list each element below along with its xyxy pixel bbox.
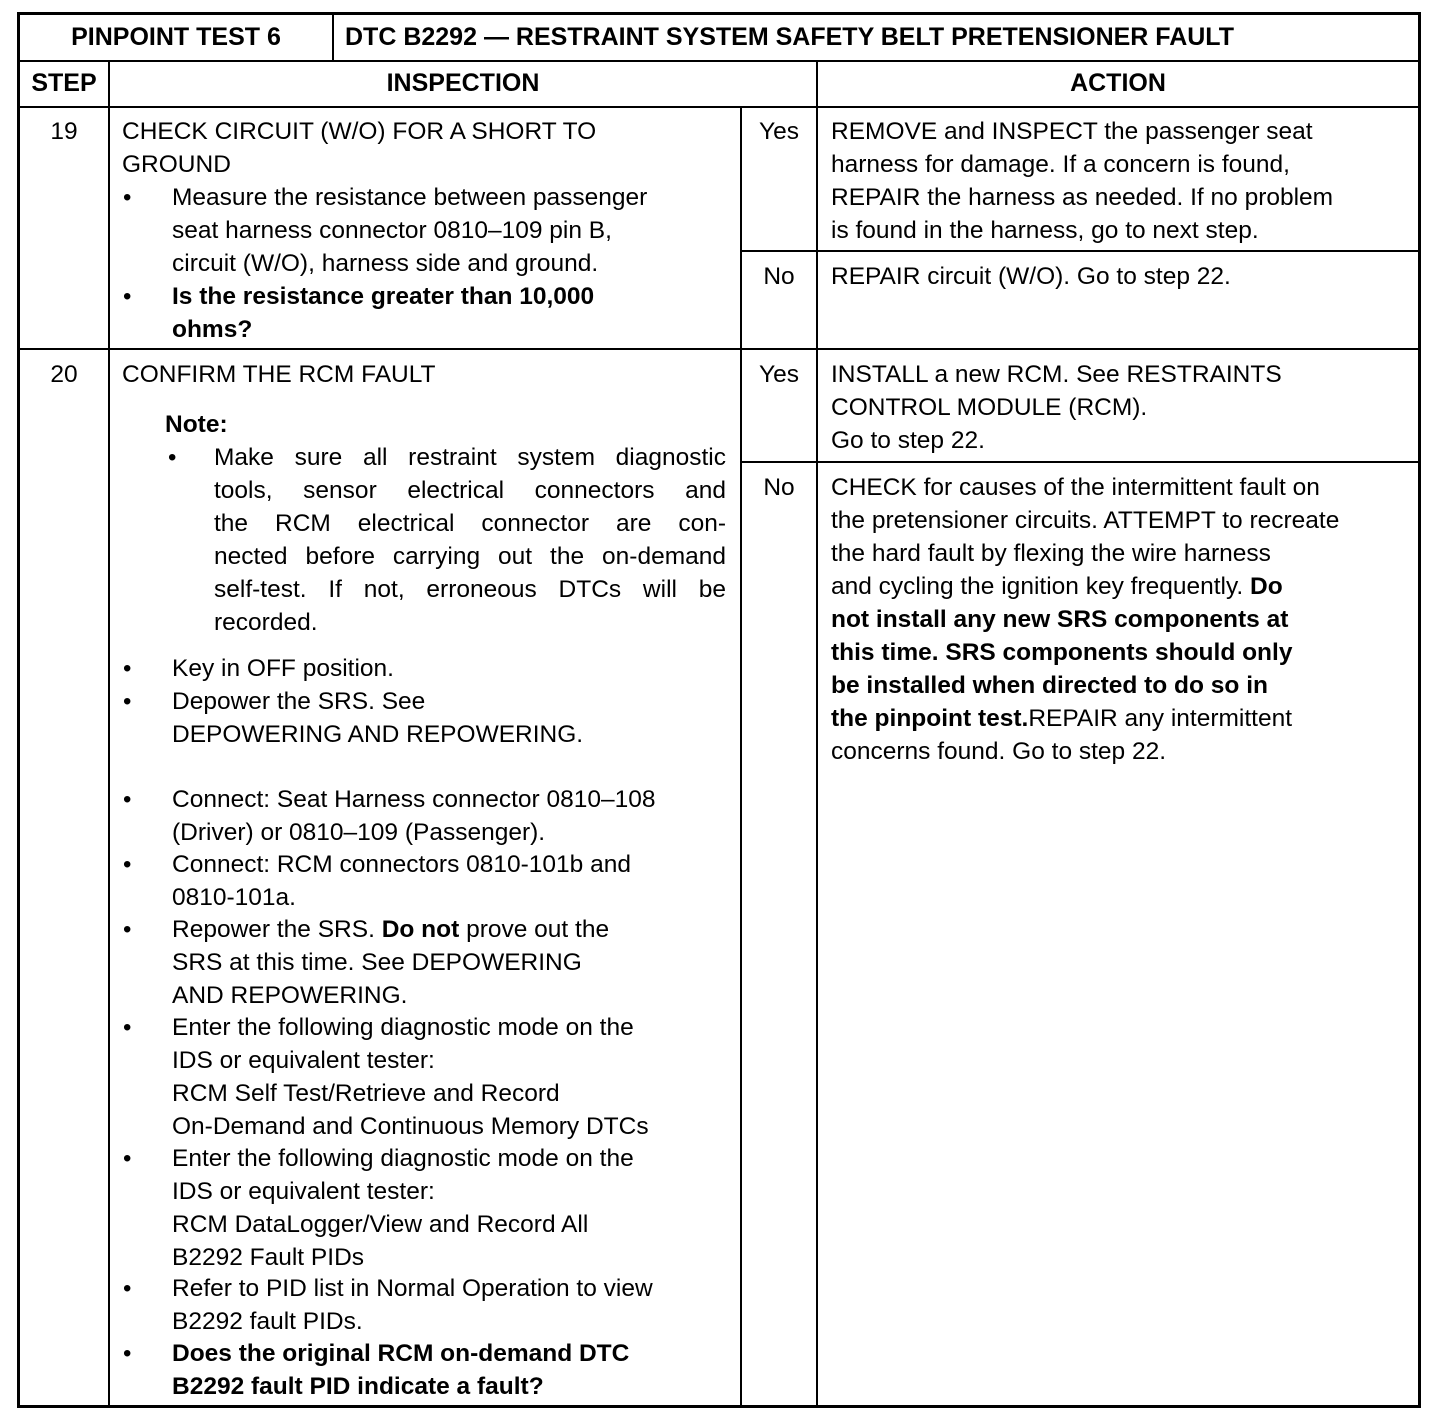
step19-bullet-1: •: [123, 184, 132, 211]
test-label: PINPOINT TEST 6: [71, 23, 281, 51]
column-header-inspection: INSPECTION: [386, 69, 540, 97]
step20-bullet-3: •: [123, 786, 132, 813]
step20-bullet-6: •: [123, 1014, 132, 1041]
step19-question: Is the resistance greater than 10,000 ohms?: [172, 283, 595, 343]
action-column-divider: [816, 60, 818, 1408]
column-header-action: ACTION: [1070, 69, 1166, 97]
step20-pid-list: Refer to PID list in Normal Operation to view B2292 fault PIDs.: [172, 1275, 653, 1335]
step20-self-test-mode: Enter the following diagnostic mode on the IDS or equivalent tester: RCM Self Test/Retrieve and Record On-Demand and Continuous Memory DTCs: [172, 1014, 649, 1140]
step19-yes-action: REMOVE and INSPECT the passenger seat harness for damage. If a concern is found, REPAIR the harness as needed. If no problem is found in the harness, go to next step.: [831, 118, 1334, 244]
header-divider: [17, 60, 1421, 62]
step20-yes-no-divider: [740, 461, 1421, 463]
step20-datalogger-mode: Enter the following diagnostic mode on the IDS or equivalent tester: RCM DataLogger/View and Record All B2292 Fault PIDs: [172, 1145, 634, 1271]
step-column-divider: [108, 60, 110, 1408]
step20-bullet-5: •: [123, 916, 132, 943]
step20-bullet-8: •: [123, 1275, 132, 1302]
step20-bullet-1: •: [123, 655, 132, 682]
step20-no-label: No: [763, 474, 795, 501]
dtc-title: DTC B2292 — RESTRAINT SYSTEM SAFETY BELT PRETENSIONER FAULT: [345, 23, 1234, 51]
step20-title: CONFIRM THE RCM FAULT: [122, 361, 436, 388]
step19-number: 19: [50, 118, 78, 145]
step19-yes-label: Yes: [759, 118, 799, 145]
step20-note-label: Note:: [165, 411, 228, 438]
step20-number: 20: [50, 361, 78, 388]
step20-connect-seat-harness: Connect: Seat Harness connector 0810–108 (Driver) or 0810–109 (Passenger).: [172, 786, 656, 846]
step20-bullet-9: •: [123, 1340, 132, 1367]
step20-connect-rcm: Connect: RCM connectors 0810-101b and 0810-101a.: [172, 851, 631, 911]
step19-bottom-divider: [17, 348, 1421, 350]
step19-no-action: REPAIR circuit (W/O). Go to step 22.: [831, 263, 1231, 290]
step20-bullet-4: •: [123, 851, 132, 878]
step20-bullet-2: •: [123, 688, 132, 715]
step20-depower: Depower the SRS. See DEPOWERING AND REPOWERING.: [172, 688, 584, 748]
step19-yes-no-divider: [740, 250, 1421, 252]
step20-repower: Repower the SRS. Do not prove out the SRS at this time. See DEPOWERING AND REPOWERING.: [172, 916, 610, 1009]
column-header-divider: [17, 106, 1421, 108]
step20-bullet-7: •: [123, 1145, 132, 1172]
step20-note-text: Make sure all restraint system diagnostic tools, sensor electrical connectors and the RCM electrical connector are con- nected before carrying out the on-demand self-test. If not, erroneous DTCs will be recorded.: [214, 444, 726, 636]
step20-yes-label: Yes: [759, 361, 799, 388]
step20-no-action: CHECK for causes of the intermittent fault on the pretensioner circuits. ATTEMPT to recreate the hard fault by flexing the wire harness and cycling the ignition key frequently. Do not install any new SRS components at this time. SRS components should only be installed when directed to do so in the pinpoint test.REPAIR any intermittent concerns found. Go to step 22.: [831, 474, 1340, 765]
header-split-divider: [332, 12, 334, 61]
step20-note-bullet: •: [168, 444, 177, 471]
step19-measure-instruction: Measure the resistance between passenger seat harness connector 0810–109 pin B, circuit (W/O), harness side and ground.: [172, 184, 648, 277]
yes-no-column-divider: [740, 106, 742, 1408]
step19-no-label: No: [763, 263, 795, 290]
step19-bullet-2: •: [123, 283, 132, 310]
step19-title: CHECK CIRCUIT (W/O) FOR A SHORT TO GROUND: [122, 118, 597, 178]
step20-question: Does the original RCM on-demand DTC B2292 fault PID indicate a fault?: [172, 1340, 630, 1400]
column-header-step: STEP: [31, 69, 97, 97]
step20-key-off: Key in OFF position.: [172, 655, 394, 682]
step20-yes-action: INSTALL a new RCM. See RESTRAINTS CONTROL MODULE (RCM). Go to step 22.: [831, 361, 1282, 454]
